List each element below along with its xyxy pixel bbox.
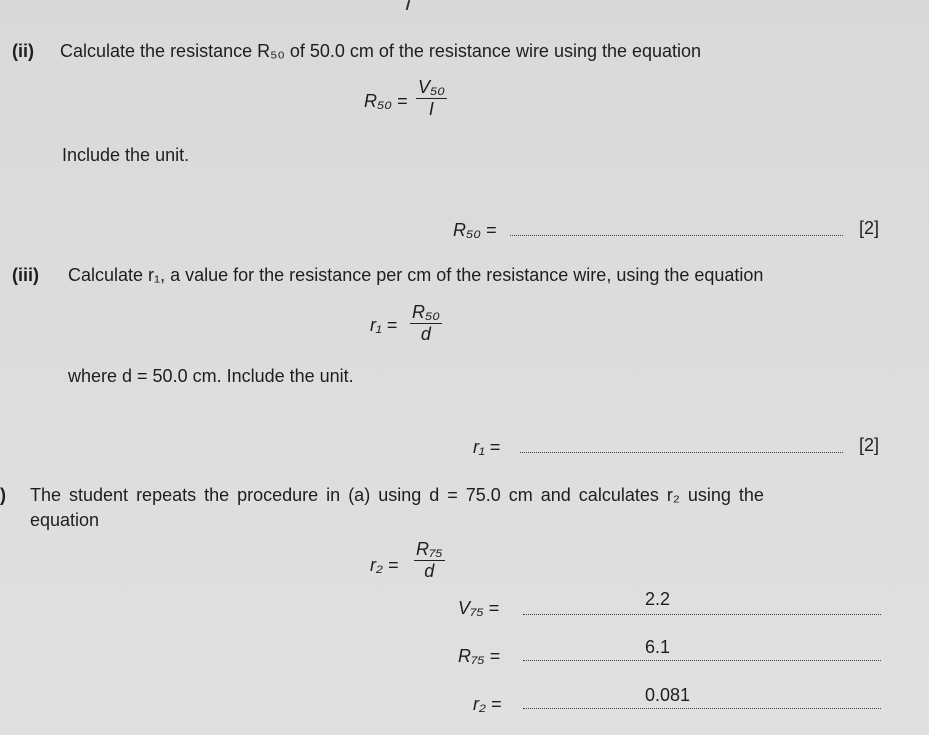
- part-ii-answer-label: R₅₀ =: [453, 220, 497, 240]
- part-ii-marks: [2]: [859, 218, 880, 238]
- part-ii-fraction: [416, 77, 447, 120]
- r75-label: R₇₅ =: [458, 646, 501, 666]
- v75-value: 2.2: [645, 589, 671, 609]
- part-b-fraction: [414, 539, 445, 582]
- r2-answer-line[interactable]: [523, 708, 881, 709]
- part-iii-fraction-numerator: R₅₀: [412, 302, 440, 322]
- part-b-question-line2: equation: [30, 510, 100, 530]
- part-b-equation-lhs: r₂ =: [370, 555, 399, 575]
- part-iii-label: (iii): [12, 265, 39, 285]
- part-ii-fraction-denominator: I: [416, 98, 447, 120]
- part-ii-answer-line[interactable]: [510, 235, 843, 236]
- part-b-question-line1: The student repeats the procedure in (a) using d = 75.0 cm and calculates r₂ using the: [30, 485, 764, 505]
- part-ii-instruction: Include the unit.: [62, 145, 190, 165]
- part-iii-answer-label: r₁ =: [473, 437, 501, 457]
- part-iii-equation-lhs: r₁ =: [370, 315, 398, 335]
- part-iii-answer-line[interactable]: [520, 452, 843, 453]
- part-ii-question: Calculate the resistance R₅₀ of 50.0 cm of the resistance wire using the equation: [60, 41, 702, 61]
- v75-label: V₇₅ =: [458, 598, 500, 618]
- r2-value: 0.081: [645, 685, 691, 705]
- part-iii-where: where d = 50.0 cm. Include the unit.: [68, 366, 354, 386]
- part-iii-question: Calculate r₁, a value for the resistance per cm of the resistance wire, using the equation: [68, 265, 764, 285]
- r2-label: r₂ =: [473, 694, 502, 714]
- v75-answer-line[interactable]: [523, 614, 881, 615]
- part-iii-fraction-denominator: d: [410, 323, 442, 345]
- page-edge-mark: [406, 0, 411, 10]
- part-b-fraction-denominator: d: [414, 560, 445, 582]
- r75-answer-line[interactable]: [523, 660, 881, 661]
- part-ii-fraction-numerator: V₅₀: [418, 77, 445, 97]
- part-b-label: ): [0, 485, 6, 505]
- part-iii-marks: [2]: [859, 435, 880, 455]
- part-iii-fraction: [410, 302, 442, 345]
- part-ii-equation-lhs: R₅₀ =: [364, 91, 408, 111]
- part-b-fraction-numerator: R₇₅: [416, 539, 443, 559]
- part-ii-label: (ii): [12, 41, 34, 61]
- r75-value: 6.1: [645, 637, 671, 657]
